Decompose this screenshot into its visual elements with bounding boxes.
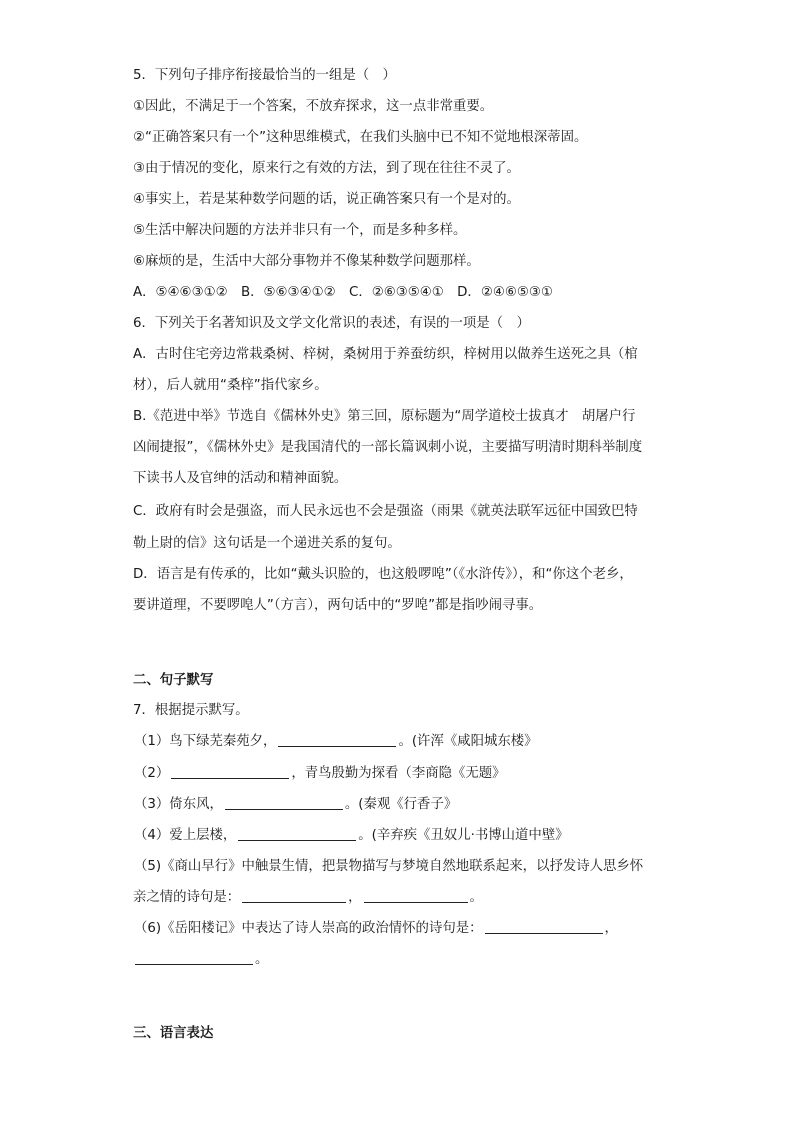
- section-2-title: 二、句子默写: [133, 673, 214, 688]
- question-5-options: A．⑤④⑥③①② B．⑤⑥③④①② C．②⑥③⑤④① D．②④⑥⑤③①: [133, 285, 553, 300]
- sentence-2: ②“正确答案只有一个”这种思维模式，在我们头脑中已不知不觉地根深蒂固。: [133, 130, 588, 145]
- option-c-line-1: C．政府有时会是强盗，而人民永远也不会是强盗（雨果《就英法联军远征中国致巴特: [133, 504, 638, 519]
- recitation-item-6-line-1: （6)《岳阳楼记》中表达了诗人崇高的政治情怀的诗句是： ，: [134, 921, 618, 936]
- answer-blank[interactable]: [242, 888, 346, 903]
- question-7-stem: 7．根据提示默写。: [133, 703, 249, 718]
- option-c-line-2: 勒上尉的信》这句话是一个递进关系的复句。: [133, 536, 401, 551]
- question-6-stem: 6．下列关于名著知识及文学文化常识的表述，有误的一项是（ ）: [133, 316, 530, 331]
- answer-blank[interactable]: [135, 950, 253, 965]
- option-b-line-1: B.《范进中举》节选自《儒林外史》第三回，原标题为“周学道校士拔真才 胡屠户行: [133, 409, 636, 424]
- answer-blank[interactable]: [364, 888, 468, 903]
- option-d-line-2: 要讲道理，不要啰唣人”（方言），两句话中的“罗唣”都是指吵闹寻事。: [133, 598, 543, 613]
- section-3-title: 三、语言表达: [133, 1026, 214, 1041]
- recitation-item-6-line-2: 。: [133, 950, 268, 970]
- answer-blank[interactable]: [171, 764, 289, 779]
- option-b-line-2: 凶闹捷报”，《儒林外史》是我国清代的一部长篇讽刺小说，主要描写明清时期科举制度: [133, 440, 643, 455]
- option-b-line-3: 下读书人及官绅的活动和精神面貌。: [133, 471, 348, 486]
- question-5-stem: 5．下列句子排序衔接最恰当的一组是（ ）: [133, 68, 396, 83]
- option-a-line-2: 材），后人就用“桑梓”指代家乡。: [133, 378, 328, 393]
- option-d-line-1: D．语言是有传承的，比如“戴头识脸的，也这般啰唣”（《水浒传》），和“你这个老乡，: [133, 567, 633, 582]
- answer-blank[interactable]: [278, 732, 396, 747]
- sentence-5: ⑤生活中解决问题的方法并非只有一个，而是多种多样。: [133, 223, 467, 238]
- recitation-item-1: （1）鸟下绿芜秦苑夕， 。(许浑《咸阳城东楼》: [134, 734, 538, 749]
- recitation-item-2: （2） ，青鸟殷勤为探看（李商隐《无题》: [134, 766, 506, 781]
- answer-blank[interactable]: [225, 795, 343, 810]
- recitation-item-5-line-1: （5)《商山早行》中触景生情，把景物描写与梦境自然地联系起来，以抒发诗人思乡怀: [134, 859, 644, 874]
- option-a-line-1: A．古时住宅旁边常栽桑树、梓树，桑树用于养蚕纺织，梓树用以做养生送死之具（棺: [133, 347, 638, 362]
- answer-blank[interactable]: [485, 919, 603, 934]
- sentence-3: ③由于情况的变化，原来行之有效的方法，到了现在往往不灵了。: [133, 161, 520, 176]
- sentence-1: ①因此，不满足于一个答案，不放弃探求，这一点非常重要。: [133, 99, 494, 114]
- sentence-4: ④事实上，若是某种数学问题的话，说正确答案只有一个是对的。: [133, 192, 520, 207]
- recitation-item-4: （4）爱上层楼， 。(辛弃疾《丑奴儿·书博山道中壁》: [134, 828, 569, 843]
- recitation-item-3: （3）倚东风， 。(秦观《行香子》: [134, 797, 458, 812]
- answer-blank[interactable]: [238, 826, 356, 841]
- recitation-item-5-line-2: 亲之情的诗句是： ， 。: [133, 890, 483, 905]
- sentence-6: ⑥麻烦的是，生活中大部分事物并不像某种数学问题那样。: [133, 254, 480, 269]
